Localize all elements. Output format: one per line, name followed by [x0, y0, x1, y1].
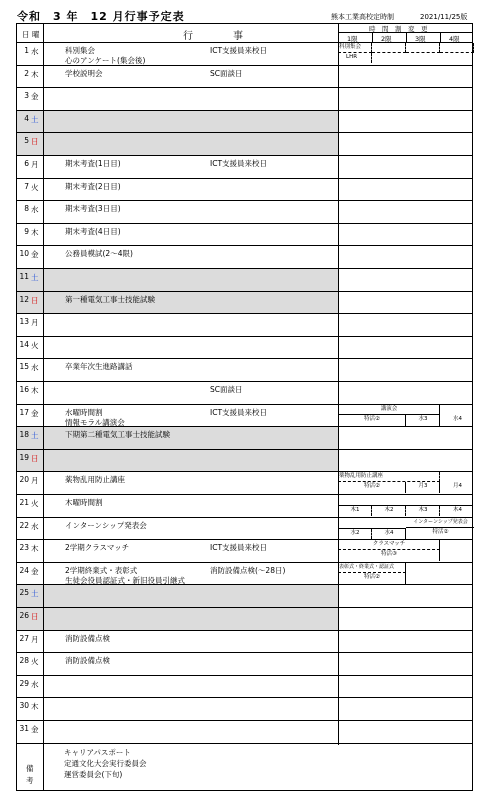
header-period-3: 3限	[415, 35, 426, 43]
day-number: 20	[19, 475, 29, 485]
timetable-cell	[338, 721, 472, 743]
timetable-cell	[338, 518, 472, 540]
day-number: 4	[24, 113, 29, 123]
day-number: 15	[19, 362, 29, 372]
event-text-right: SC面談日	[210, 385, 243, 394]
header-timetable: 時 間 割 変 更	[369, 25, 428, 33]
remarks-section	[17, 747, 472, 790]
weekday: 金	[31, 408, 39, 418]
day-row	[17, 156, 472, 179]
day-cell	[17, 676, 43, 698]
timetable-cell	[338, 676, 472, 698]
day-number: 3	[24, 91, 29, 101]
timetable-change: 木3	[406, 506, 440, 516]
weekday: 木	[31, 702, 39, 712]
event-text: 薬物乱用防止講座	[65, 475, 125, 485]
header-day: 日	[22, 30, 30, 39]
header-period-1: 1限	[347, 35, 358, 43]
timetable-cell	[338, 563, 472, 585]
timetable-change: 月4	[453, 483, 462, 490]
weekday: 水	[31, 363, 39, 373]
weekday: 日	[31, 295, 39, 305]
timetable-cell	[338, 698, 472, 720]
day-row	[17, 133, 472, 156]
event-text: 公務員模試(2～4限)	[65, 249, 133, 259]
day-row	[17, 246, 472, 269]
day-cell	[17, 359, 43, 381]
version-date: 2021/11/25版	[420, 13, 468, 21]
day-cell	[17, 540, 43, 562]
day-cell	[17, 179, 43, 201]
day-number: 27	[19, 633, 29, 643]
school-name: 熊本工業高校定時制	[331, 13, 394, 21]
day-cell	[17, 43, 43, 65]
day-cell	[17, 495, 43, 517]
day-number: 5	[24, 136, 29, 146]
timetable-cell	[338, 472, 472, 494]
weekday: 月	[31, 634, 39, 644]
header-period-2: 2限	[381, 35, 392, 43]
event-text: 期末考査(3日目)	[65, 204, 121, 214]
timetable-cell	[338, 585, 472, 607]
timetable-change: 薬物乱用防止講座	[338, 472, 440, 482]
timetable-cell	[338, 382, 472, 404]
day-cell	[17, 608, 43, 630]
day-row	[17, 653, 472, 676]
day-cell	[17, 224, 43, 246]
weekday: 木	[31, 386, 39, 395]
timetable-change: 特活②	[338, 573, 406, 584]
event-text: 卒業年次生進路講話	[65, 362, 133, 372]
day-number: 13	[19, 317, 29, 327]
weekday: 月	[31, 476, 39, 486]
day-number: 21	[19, 498, 29, 507]
event-text: 消防設備点検	[65, 656, 110, 666]
timetable-cell	[338, 427, 472, 449]
timetable-cell	[338, 66, 472, 88]
timetable-cell	[338, 269, 472, 291]
timetable-cell	[338, 156, 472, 178]
day-cell	[17, 88, 43, 110]
timetable-change: 特活③	[338, 550, 440, 561]
remarks-line: 運営委員会(下旬)	[64, 770, 123, 779]
timetable-cell	[338, 179, 472, 201]
event-text: 情報モラル講演会	[65, 417, 125, 427]
header-period-4: 4限	[449, 35, 460, 43]
timetable-change: 特活②	[338, 482, 406, 493]
day-number: 16	[19, 385, 29, 394]
day-cell	[17, 201, 43, 223]
timetable-change: 特活②	[338, 415, 406, 426]
timetable-change: 月3	[406, 482, 440, 493]
weekday: 火	[31, 499, 39, 508]
day-row	[17, 540, 472, 563]
day-number: 6	[24, 159, 29, 168]
weekday: 月	[31, 160, 39, 169]
day-cell	[17, 721, 43, 743]
weekday: 火	[31, 182, 39, 192]
day-row	[17, 88, 472, 111]
day-number: 10	[19, 249, 29, 259]
event-text: 消防設備点検	[65, 633, 110, 643]
weekday: 月	[31, 318, 39, 328]
remarks-lines	[64, 747, 147, 780]
timetable-change: 水3	[406, 415, 440, 426]
weekday: 木	[31, 544, 39, 554]
day-number: 17	[19, 407, 29, 417]
day-number: 25	[19, 588, 29, 598]
timetable-cell	[338, 450, 472, 472]
weekday: 金	[31, 92, 39, 102]
timetable-cell	[338, 337, 472, 359]
header-events: 行 事	[183, 31, 243, 42]
day-cell	[17, 133, 43, 155]
day-row	[17, 698, 472, 721]
day-row	[17, 472, 472, 495]
timetable-cell	[338, 111, 472, 133]
day-number: 8	[24, 204, 29, 214]
day-number: 19	[19, 452, 29, 462]
event-text: 2学期クラスマッチ	[65, 543, 130, 553]
timetable-cell	[338, 608, 472, 630]
timetable-change: 水2	[338, 529, 372, 539]
timetable-cell	[338, 495, 472, 517]
day-row	[17, 224, 472, 247]
event-text: インターンシップ発表会	[65, 520, 147, 530]
event-text: 期末考査(1日目)	[65, 159, 121, 168]
day-row	[17, 111, 472, 134]
remarks-line: 定通文化大会実行委員会	[64, 759, 147, 768]
event-text: 科別集会	[65, 46, 95, 55]
day-row	[17, 314, 472, 337]
timetable-cell	[338, 292, 472, 314]
timetable-change: 水4	[453, 415, 462, 422]
day-cell	[17, 246, 43, 268]
timetable-change: 木1	[338, 506, 372, 516]
day-number: 1	[24, 46, 29, 55]
schedule-table	[16, 23, 473, 791]
day-cell	[17, 337, 43, 359]
weekday: 土	[31, 589, 39, 599]
day-cell	[17, 427, 43, 449]
timetable-change: 講演会	[338, 405, 440, 415]
event-text-right: 消防設備点検(～28日)	[210, 565, 286, 575]
timetable-cell	[338, 359, 472, 381]
day-number: 2	[24, 68, 29, 78]
timetable-change: 木2	[372, 506, 406, 516]
weekday: 水	[31, 205, 39, 215]
day-number: 26	[19, 611, 29, 620]
event-text: 2学期終業式・表彰式	[65, 565, 138, 575]
day-row	[17, 179, 472, 202]
event-text-right: ICT支援員来校日	[210, 159, 268, 168]
day-cell	[17, 631, 43, 653]
weekday: 土	[31, 273, 39, 282]
event-text-right: ICT支援員来校日	[210, 543, 268, 553]
day-row	[17, 427, 472, 450]
day-row	[17, 269, 472, 292]
event-text-right: ICT支援員来校日	[210, 407, 268, 417]
day-cell	[17, 156, 43, 178]
weekday: 火	[31, 657, 39, 667]
timetable-cell	[338, 405, 472, 427]
timetable-change: 水4	[372, 529, 406, 539]
day-cell	[17, 472, 43, 494]
day-number: 24	[19, 565, 29, 575]
day-cell	[17, 269, 43, 291]
day-number: 31	[19, 724, 29, 733]
event-text-right: ICT支援員来校日	[210, 46, 268, 55]
timetable-cell	[338, 540, 472, 562]
day-number: 12	[19, 294, 29, 304]
timetable-cell	[338, 246, 472, 268]
day-cell	[17, 66, 43, 88]
day-number: 28	[19, 656, 29, 666]
event-text: 学校説明会	[65, 68, 103, 78]
weekday: 火	[31, 340, 39, 350]
day-row	[17, 631, 472, 654]
weekday: 金	[31, 566, 39, 576]
event-text: 木曜時間割	[65, 498, 103, 507]
day-row	[17, 495, 472, 518]
day-cell	[17, 111, 43, 133]
day-cell	[17, 450, 43, 472]
day-row	[17, 43, 472, 66]
table-header	[17, 24, 472, 43]
timetable-change: 表彰式・終業式・認証式	[338, 563, 406, 573]
timetable-change: 木4	[453, 507, 462, 513]
weekday: 木	[31, 69, 39, 79]
day-number: 14	[19, 339, 29, 349]
timetable-change: クラスマッチ	[338, 540, 440, 550]
day-row	[17, 676, 472, 699]
day-row	[17, 721, 472, 744]
day-cell	[17, 585, 43, 607]
day-row	[17, 382, 472, 405]
day-cell	[17, 698, 43, 720]
day-number: 23	[19, 543, 29, 553]
day-number: 18	[19, 430, 29, 440]
remarks-line: キャリアパスポート	[64, 748, 131, 757]
event-text: 水曜時間割	[65, 407, 103, 417]
event-text: 下期第二種電気工事士技能試験	[65, 430, 170, 440]
day-cell	[17, 653, 43, 675]
day-row	[17, 608, 472, 631]
day-cell	[17, 314, 43, 336]
day-row	[17, 518, 472, 541]
timetable-change: インターンシップ発表会	[406, 518, 474, 528]
day-number: 7	[24, 181, 29, 191]
timetable-cell	[338, 224, 472, 246]
day-cell	[17, 292, 43, 314]
timetable-cell	[338, 314, 472, 336]
day-cell	[17, 405, 43, 427]
day-cell	[17, 563, 43, 585]
timetable-change: 科別集会	[338, 43, 372, 53]
timetable-cell	[338, 133, 472, 155]
day-row	[17, 450, 472, 473]
timetable-cell	[338, 43, 472, 65]
day-row	[17, 359, 472, 382]
day-number: 29	[19, 678, 29, 688]
weekday: 日	[31, 453, 39, 463]
day-row	[17, 292, 472, 315]
day-row	[17, 563, 472, 586]
page-title: 令和 3 年 12 月行事予定表	[17, 10, 185, 23]
day-row	[17, 405, 472, 428]
timetable-cell	[338, 88, 472, 110]
weekday: 日	[31, 612, 39, 621]
event-text: 心のアンケート(集会後)	[65, 56, 146, 65]
weekday: 木	[31, 227, 39, 237]
event-text: 期末考査(4日目)	[65, 226, 121, 236]
day-row	[17, 201, 472, 224]
event-text-right: SC面談日	[210, 68, 243, 78]
day-cell	[17, 382, 43, 404]
event-text: 期末考査(2日目)	[65, 181, 121, 191]
event-text: 生徒会役員認証式・新旧役員引継式	[65, 575, 185, 585]
weekday: 土	[31, 431, 39, 441]
day-row	[17, 585, 472, 608]
remarks-label: 備 考	[26, 764, 34, 785]
weekday: 水	[31, 47, 39, 56]
day-row	[17, 66, 472, 89]
day-number: 22	[19, 520, 29, 530]
day-cell	[17, 518, 43, 540]
weekday: 水	[31, 521, 39, 531]
weekday: 日	[31, 137, 39, 147]
day-number: 9	[24, 226, 29, 236]
weekday: 金	[31, 725, 39, 734]
timetable-cell	[338, 653, 472, 675]
timetable-cell	[338, 631, 472, 653]
weekday: 金	[31, 250, 39, 260]
weekday: 水	[31, 679, 39, 689]
day-number: 11	[19, 272, 29, 281]
timetable-change: 特活②	[432, 528, 449, 535]
day-number: 30	[19, 701, 29, 711]
header-weekday: 曜	[32, 30, 40, 39]
timetable-cell	[338, 201, 472, 223]
timetable-change: LHR	[338, 53, 372, 63]
event-text: 第一種電気工事士技能試験	[65, 294, 155, 304]
day-row	[17, 337, 472, 360]
weekday: 土	[31, 114, 39, 124]
